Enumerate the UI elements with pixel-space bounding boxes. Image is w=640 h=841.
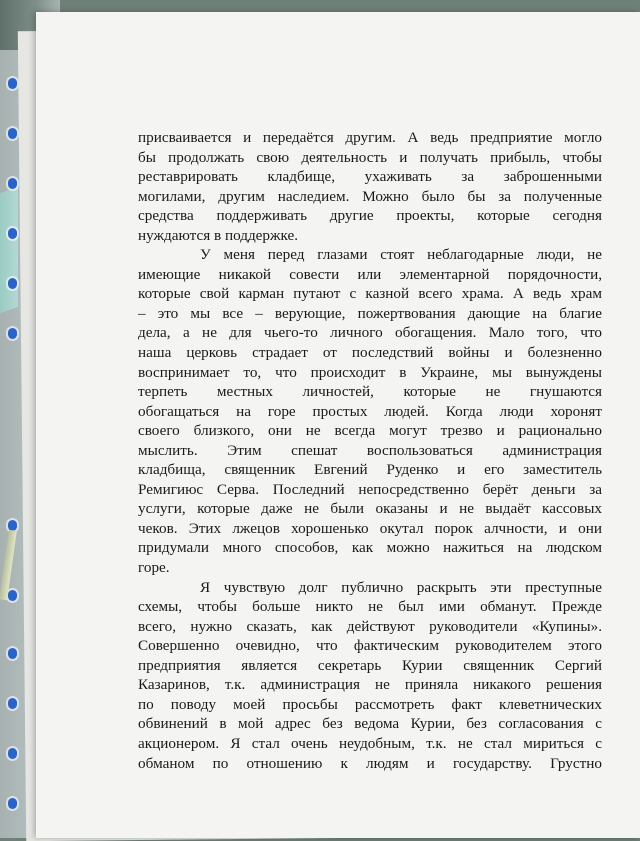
text-line: наша церковь страдает от последствий войны и болезненно	[138, 344, 602, 362]
text-line: нуждаются в поддержке.	[138, 226, 299, 244]
binder-hole	[8, 178, 17, 189]
text-line: обманом по отношению к людям и государству. Грустно	[138, 754, 602, 772]
text-line: Казаринов, т.к. администрация не приняла никакого решения	[138, 676, 602, 694]
binder-hole	[8, 590, 17, 601]
text-line: услуги, которые даже не были оказаны и не выдаёт кассовых	[138, 500, 602, 518]
binder-hole	[8, 78, 17, 89]
text-line: по поводу моей просьбы рассмотреть факт клеветнических	[138, 695, 602, 713]
document-body	[138, 128, 602, 773]
binder-hole	[8, 648, 17, 659]
binder-hole	[8, 228, 17, 239]
text-line: терпеть местных личностей, которые не гнушаются	[138, 383, 602, 401]
text-line: обвинений в мой адрес без ведома Курии, без согласования с	[138, 715, 602, 733]
text-line: – это мы все – верующие, пожертвования дающие на благие	[138, 304, 602, 322]
text-line: дела, а не для чьего-то личного обогащения. Мало того, что	[138, 324, 602, 342]
text-line: Совершенно очевидно, что фактическим руководителем этого	[138, 637, 602, 655]
binder-hole	[8, 128, 17, 139]
text-line: мыслить. Этим спешат воспользоваться администрация	[138, 441, 602, 459]
text-line: присваивается и передаётся другим. А ведь предприятие могло	[138, 129, 602, 146]
text-line: придумали много способов, как можно нажиться на людском	[138, 539, 602, 557]
text-line: имеющие никакой совести или элементарной порядочности,	[138, 265, 602, 283]
text-line: акционером. Я стал очень неудобным, т.к. не стал мириться с	[138, 734, 602, 752]
text-line: всего, нужно сказать, как действуют руководители «Купины».	[138, 617, 602, 635]
binder-hole	[8, 698, 17, 709]
text-line: воспринимает то, что происходит в Украине, мы вынуждены	[138, 363, 602, 381]
text-line: У меня перед глазами стоят неблагодарные люди, не	[200, 246, 602, 264]
binder-hole	[8, 748, 17, 759]
text-line: Ремигиюс Серва. Последний непосредственно берёт деньги за	[138, 480, 602, 498]
text-line: своего близкого, они не всегда могут трезво и рационально	[138, 422, 602, 440]
text-line: кладбища, священник Евгений Руденко и его заместитель	[138, 461, 602, 479]
text-line: могилами, другим наследием. Можно было бы за полученные	[138, 187, 602, 205]
binder-hole	[8, 798, 17, 809]
binder-hole	[8, 278, 17, 289]
text-line: которые свой карман путают с казной всего храма. А ведь храм	[138, 285, 602, 303]
text-line: предприятия является секретарь Курии священник Сергий	[138, 656, 602, 674]
binder-hole	[8, 328, 17, 339]
text-line: чеков. Этих лжецов хорошенько окутал порок алчности, и они	[138, 519, 602, 537]
text-line: схемы, чтобы больше никто не был ими обманут. Прежде	[138, 598, 602, 616]
text-line: бы продолжать свою деятельность и получать прибыль, чтобы	[138, 148, 602, 166]
text-line: обогащаться на горе простых людей. Когда люди хоронят	[138, 402, 602, 420]
text-line: реставрировать кладбище, ухаживать за заброшенными	[138, 168, 602, 186]
text-line: Я чувствую долг публично раскрыть эти преступные	[200, 578, 602, 596]
text-line: средства поддерживать другие проекты, которые сегодня	[138, 207, 602, 225]
text-line: горе.	[138, 559, 170, 577]
